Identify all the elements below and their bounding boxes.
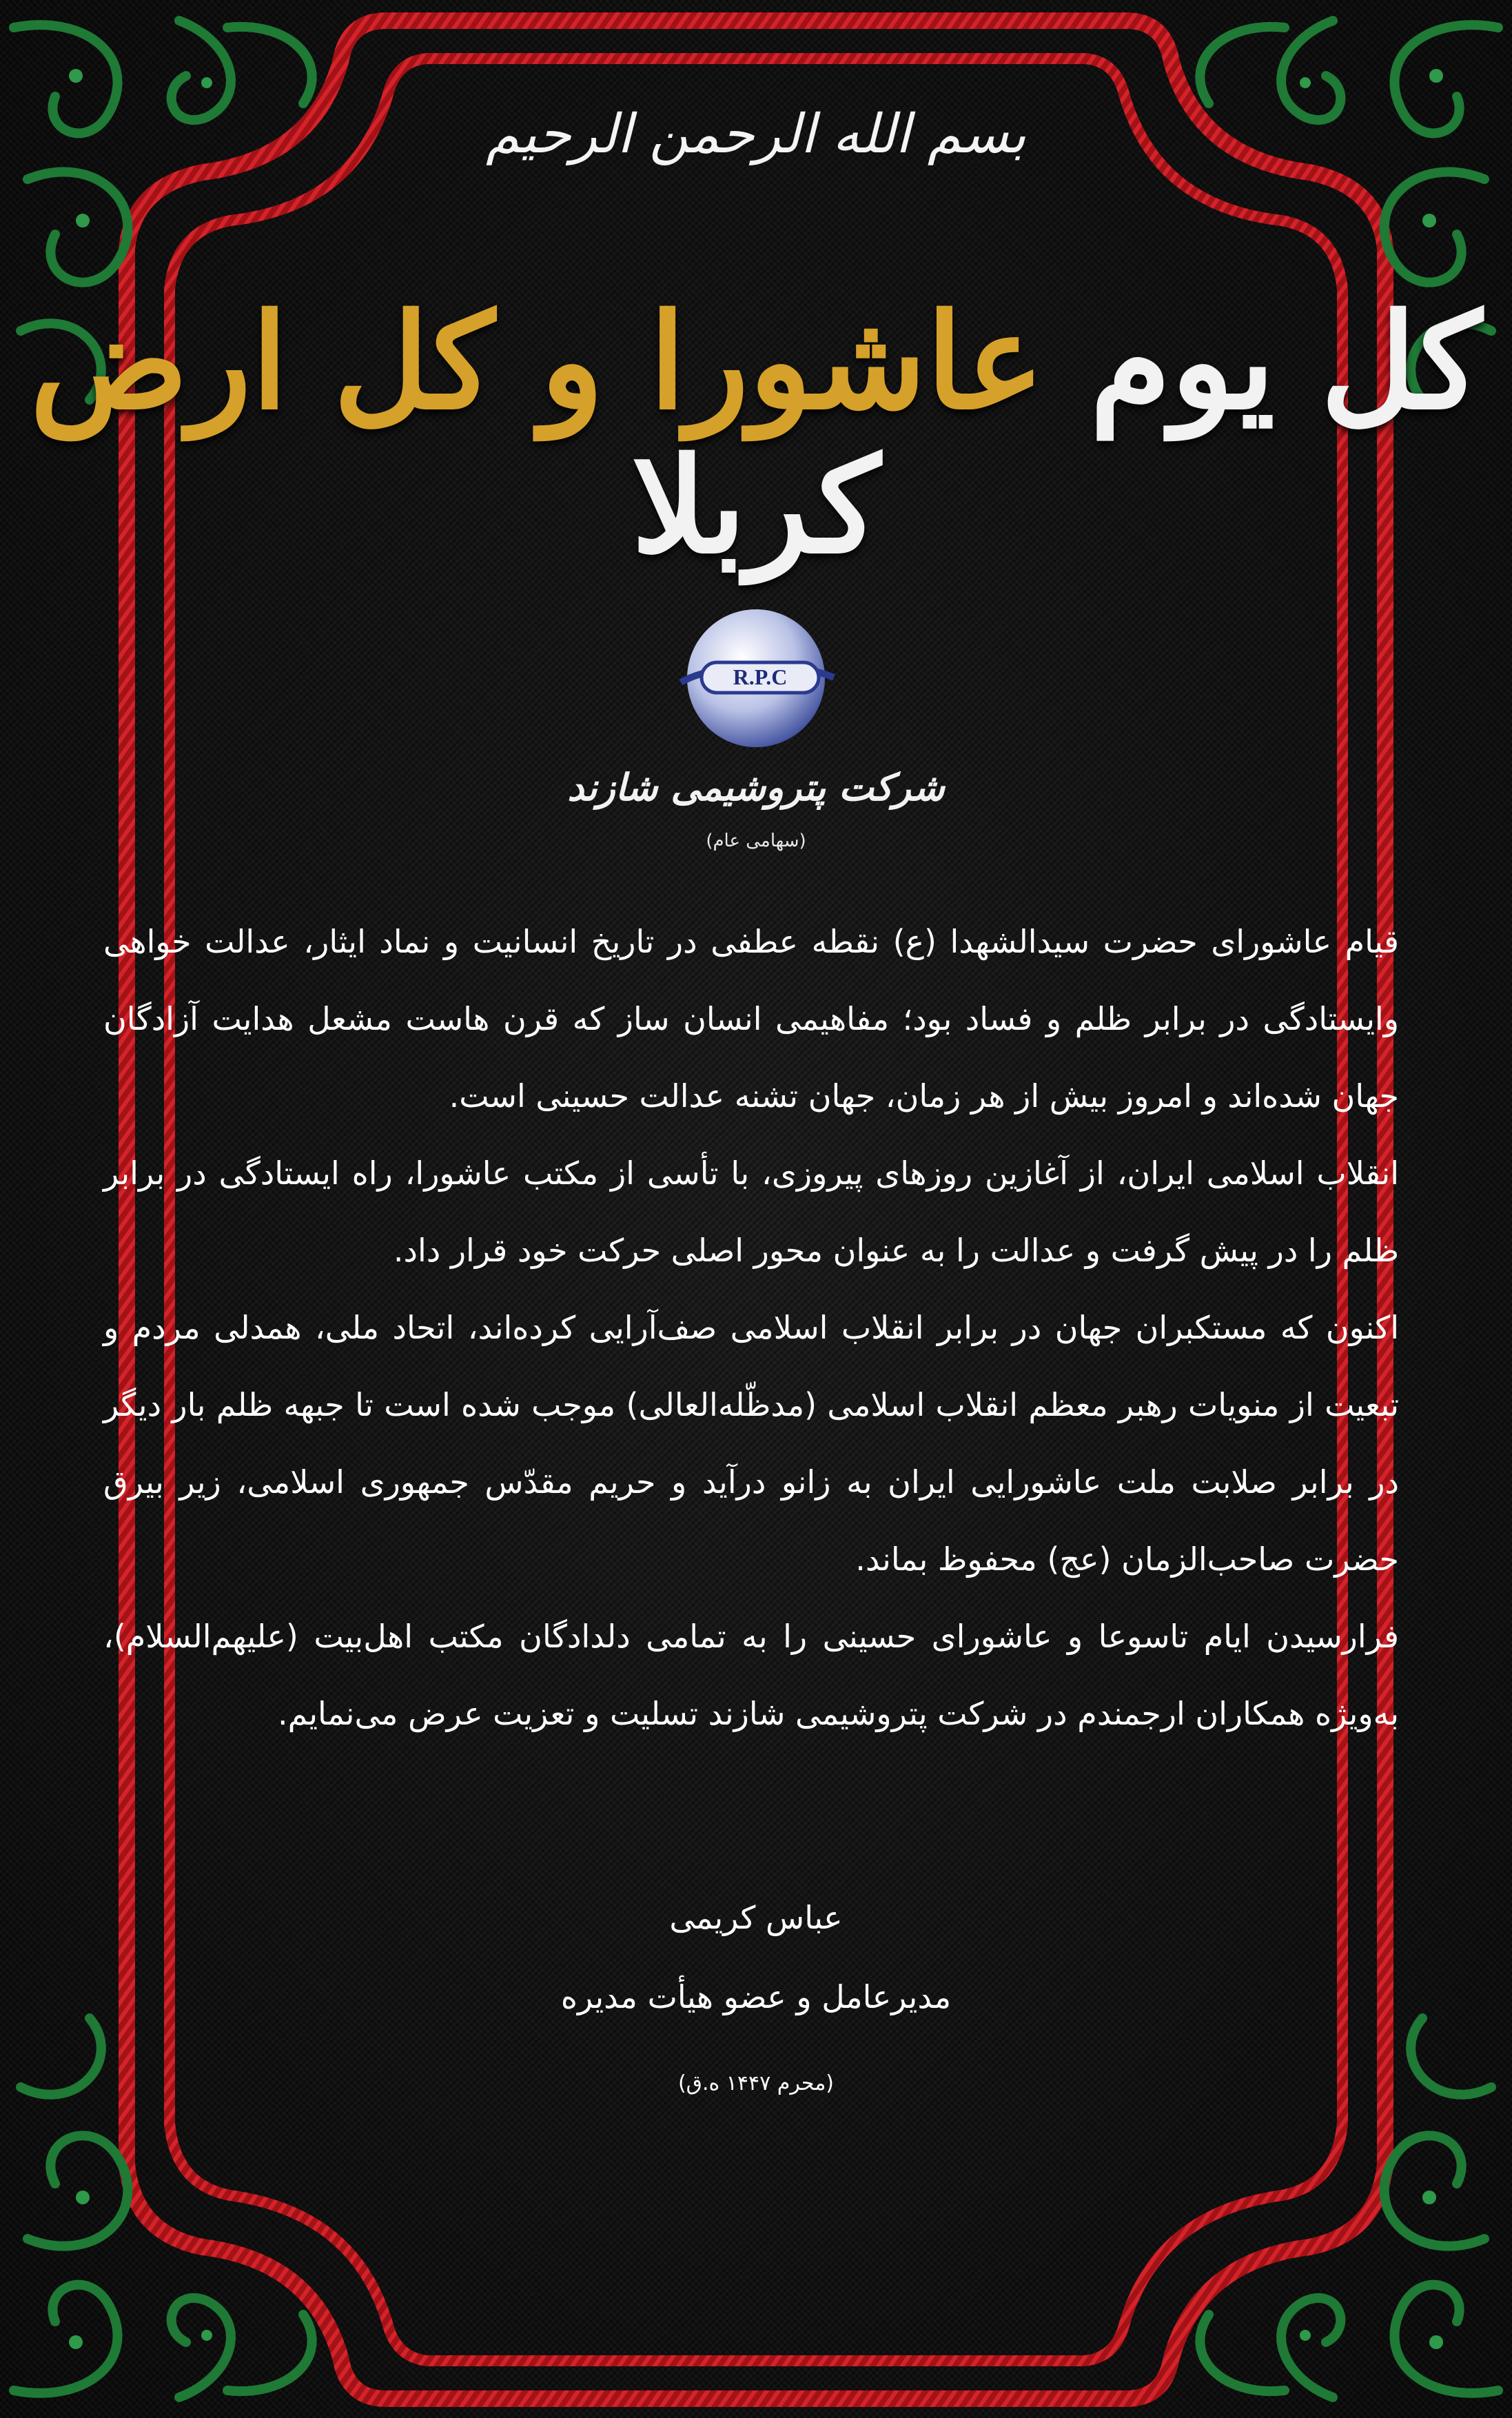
hijri-date: (محرم ۱۴۴۷ ه.ق) [677,2071,835,2095]
paragraph-4: فرارسیدن ایام تاسوعا و عاشورای حسینی را به تمامی دلدادگان مکتب اهل‌بیت (علیهم‌السلام)، به‌ویژه همکاران ارجمندم در شرکت پتروشیمی شازند تسلیت و تعزیت عرض می‌نمایم. [103,1618,1399,1732]
headline-part-3: کربلا [631,429,881,582]
company-name: شرکت پتروشیمی شازند [567,765,945,809]
paragraph-3: اکنون که مستکبران جهان در برابر انقلاب اسلامی صف‌آرایی کرده‌اند، اتحاد ملی، همدلی مردم و تبعیت از منویات رهبر معظم انقلاب اسلامی (مدظّله‌العالی) موجب شده است تا جبهه ظلم بار دیگر در برابر صلابت ملت عاشورایی ایران به زانو درآید و حریم مقدّس جمهوری اسلامی، زیر بیرق حضرت صاحب‌الزمان (عج) محفوظ بماند. [103,1309,1399,1578]
signatory-title: مدیرعامل و عضو هیأت مدیره [560,1978,952,2015]
condolence-message [103,903,1399,1752]
bismillah-calligraphy: بسم الله الرحمن الرحیم [486,103,1026,165]
signatory-name: عباس کریمی [669,1899,843,1936]
green-ornament-bottom-left [0,1991,358,2418]
headline-part-2: عاشورا و کل ارض [30,285,1045,438]
headline-part-1: کل یوم [1044,285,1482,438]
rpc-globe-logo [674,596,838,760]
company-type: (سهامی عام) [706,831,806,851]
paragraph-2: انقلاب اسلامی ایران، از آغازین روزهای پیروزی، با تأسی از مکتب عاشورا، راه ایستادگی در برابر ظلم را در پیش گرفت و عدالت را به عنوان محور اصلی حرکت خود قرار داد. [103,1155,1399,1269]
green-ornament-bottom-right [1154,1991,1512,2418]
paragraph-1: قیام عاشورای حضرت سیدالشهدا (ع) نقطه عطفی در تاریخ انسانیت و نماد ایثار، عدالت خواهی وایستادگی در برابر ظلم و فساد بود؛ مفاهیمی انسان ساز که قرن هاست مشعل هدایت آزادگان جهان شده‌اند و امروز بیش از هر زمان، جهان تشنه عدالت حسینی است. [103,923,1399,1115]
logo-text: R.P.C [733,664,788,689]
ashura-calligraphy-headline [0,285,1512,582]
